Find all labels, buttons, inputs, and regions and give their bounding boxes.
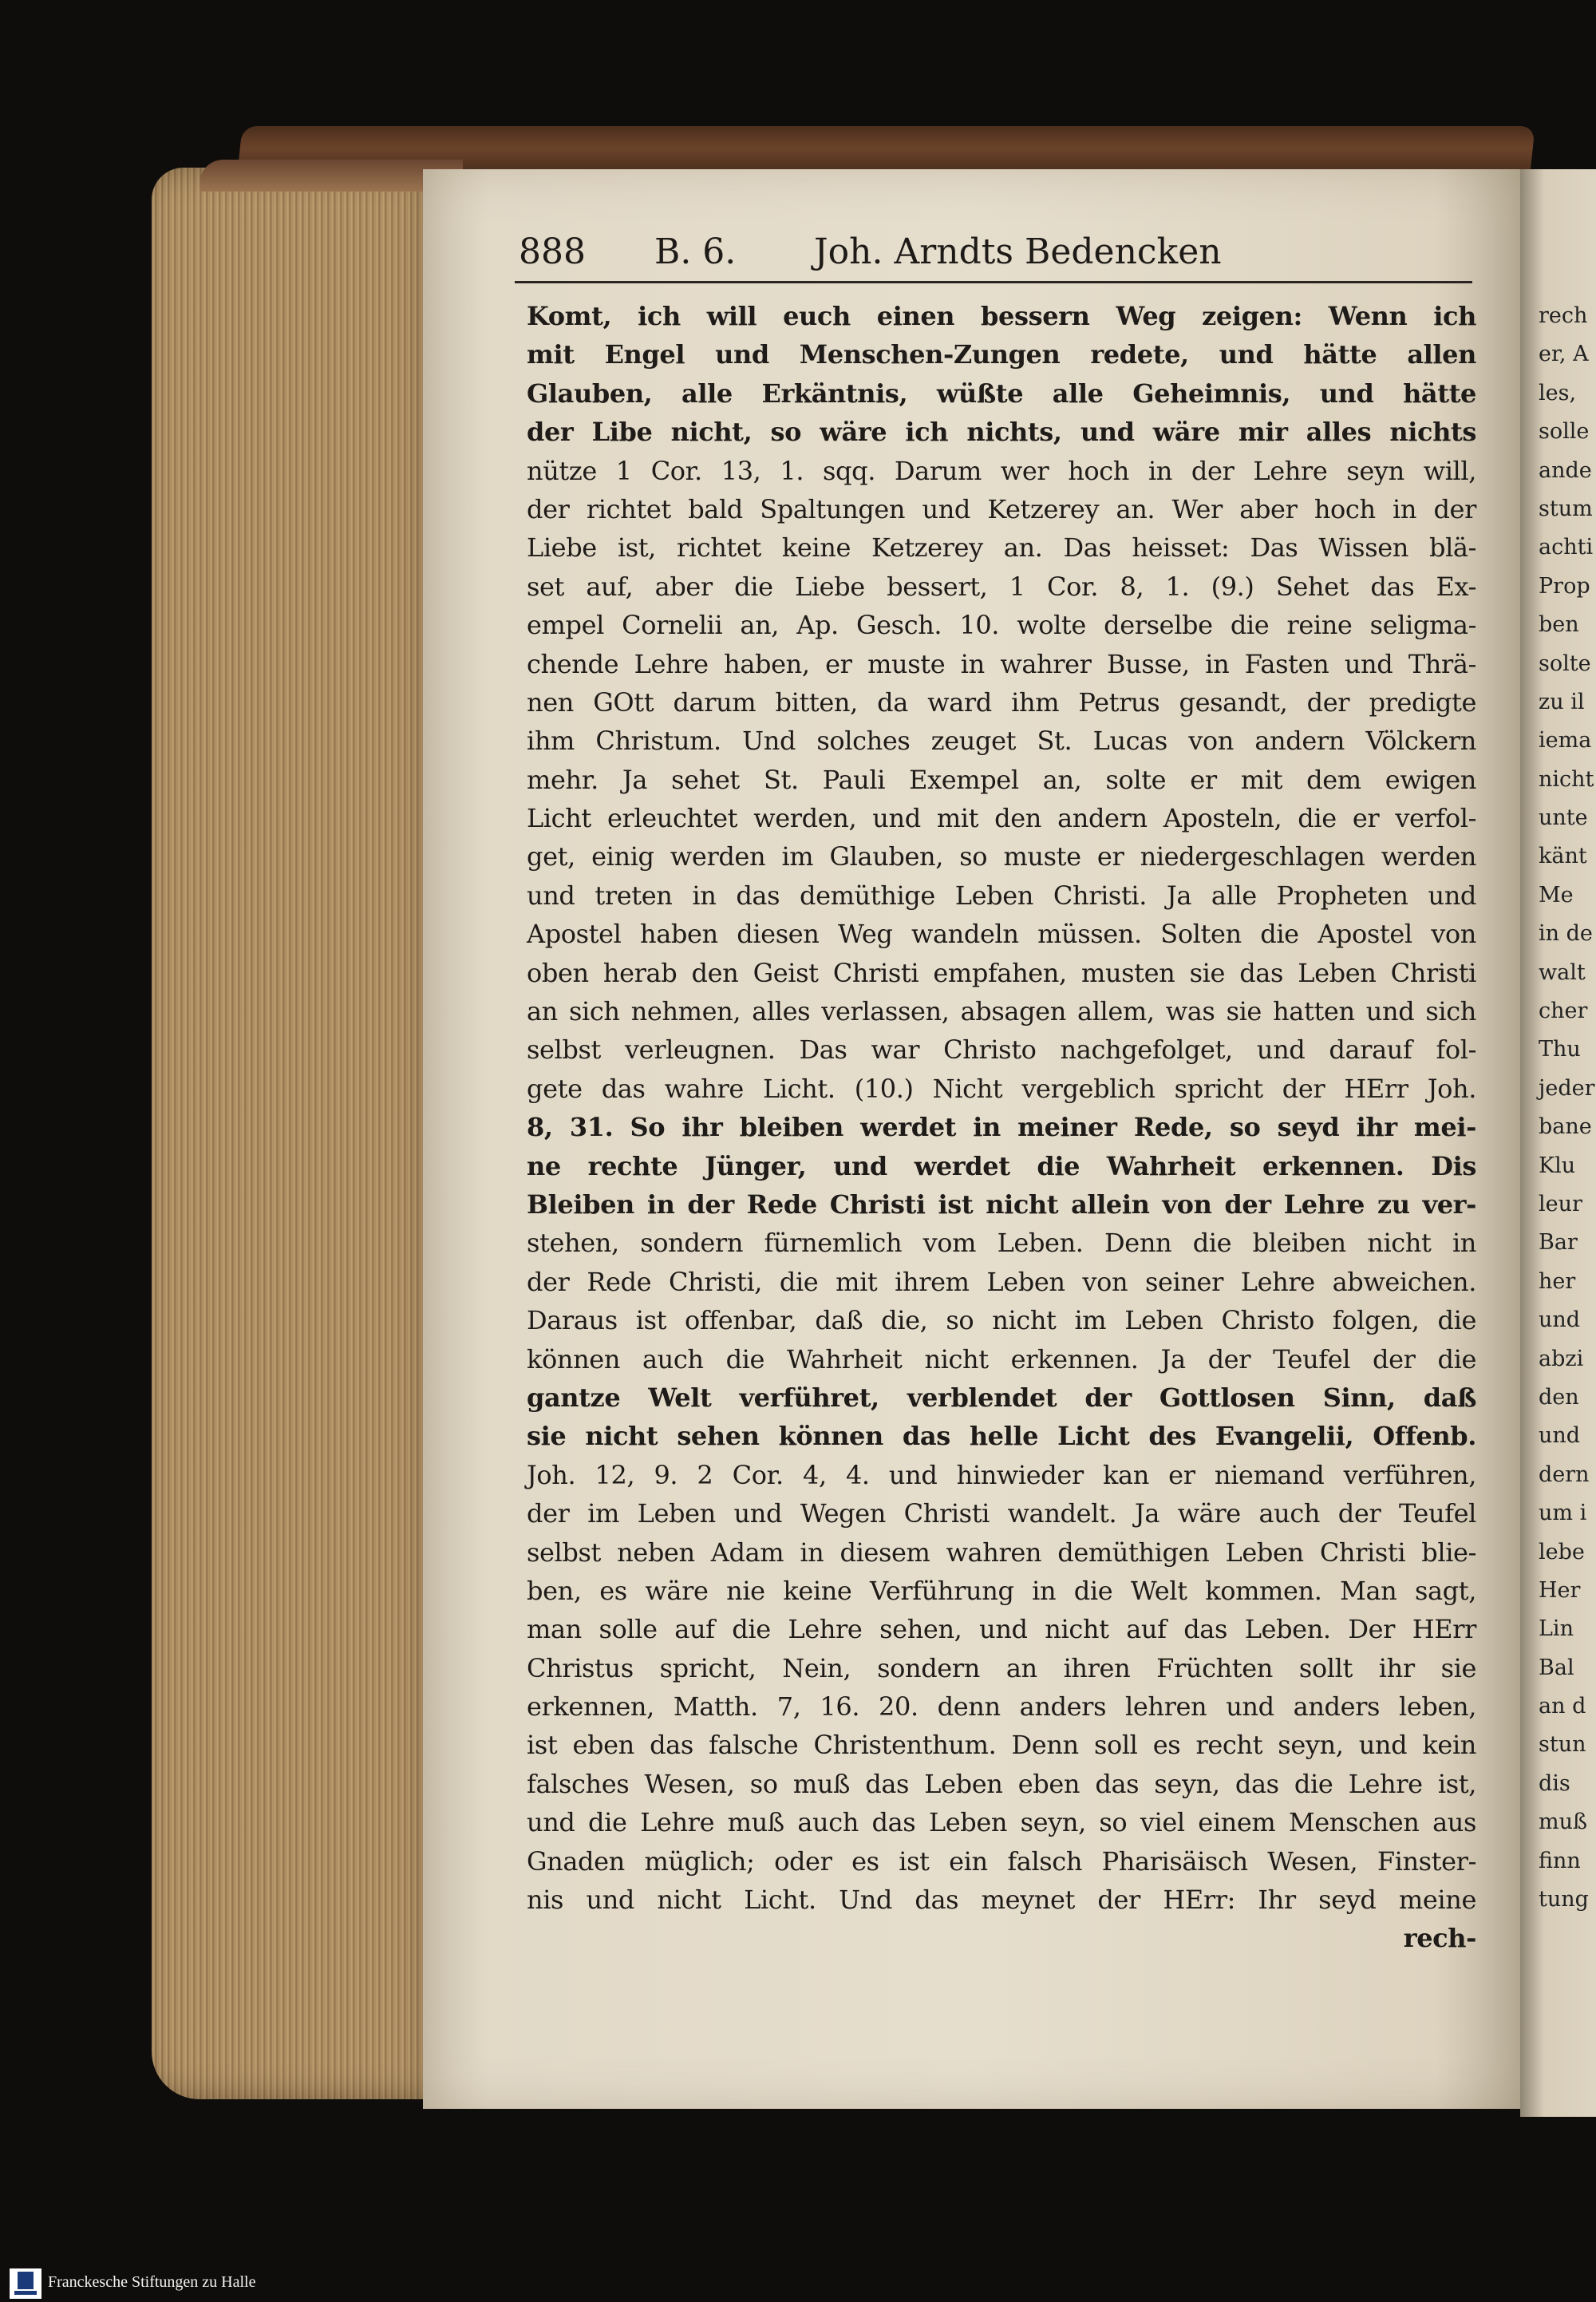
text-line: get, einig werden im Glauben, so muste er niedergeschlagen werden — [527, 841, 1476, 872]
text-line: mehr. Ja sehet St. Pauli Exempel an, solte er mit dem ewigen — [527, 764, 1476, 795]
facing-page-fragment: tung — [1539, 1887, 1589, 1912]
facing-page-fragment: jeder — [1539, 1075, 1595, 1101]
facing-page-fragment: Prop — [1539, 573, 1590, 599]
facing-page-fragment: Bar — [1539, 1230, 1578, 1256]
text-line: Glauben, alle Erkäntnis, wüßte alle Geheimnis, und hätte — [527, 378, 1476, 409]
text-line: selbst verleugnen. Das war Christo nachgefolget, und darauf fol- — [527, 1034, 1476, 1066]
text-line: Licht erleuchtet werden, und mit den andern Aposteln, die er verfol- — [527, 803, 1476, 834]
facing-page-fragment: stum — [1539, 496, 1593, 521]
text-line: 8, 31. So ihr bleiben werdet in meiner Rede, so seyd ihr mei- — [527, 1112, 1476, 1143]
facing-page-text — [1539, 297, 1596, 1919]
text-line: der Rede Christi, die mit ihrem Leben von seiner Lehre abweichen. — [527, 1266, 1476, 1297]
institution-name: Franckesche Stiftungen zu Halle — [48, 2273, 256, 2291]
text-line: Komt, ich will euch einen bessern Weg zeigen: Wenn ich — [527, 301, 1476, 331]
facing-page-fragment: les, — [1539, 380, 1577, 405]
facing-page-fragment: Her — [1539, 1577, 1581, 1603]
text-line: Liebe ist, richtet keine Ketzerey an. Das heisset: Das Wissen blä- — [527, 532, 1476, 564]
facing-page-fragment: rech — [1539, 303, 1588, 328]
text-line: der Libe nicht, so wäre ich nichts, und wäre mir alles nichts — [527, 417, 1476, 448]
text-line: falsches Wesen, so muß das Leben eben das seyn, das die Lehre ist, — [527, 1768, 1476, 1799]
facing-page-fragment: leur — [1539, 1191, 1582, 1216]
facing-page-fragment: her — [1539, 1268, 1576, 1294]
text-line: der richtet bald Spaltungen und Ketzerey an. Wer aber hoch in der — [527, 493, 1476, 524]
page-block-edge — [152, 168, 447, 2099]
text-line: gantze Welt verführet, verblendet der Gottlosen Sinn, daß — [527, 1382, 1476, 1413]
text-line: der im Leben und Wegen Christi wandelt. Ja wäre auch der Teufel — [527, 1498, 1476, 1529]
text-line: chende Lehre haben, er muste in wahrer Busse, in Fasten und Thrä- — [527, 648, 1476, 679]
text-line: man solle auf die Lehre sehen, und nicht auf das Leben. Der HErr — [527, 1614, 1476, 1645]
facing-page-fragment: walt — [1539, 959, 1586, 985]
text-line: oben herab den Geist Christi empfahen, musten sie das Leben Christi — [527, 957, 1476, 988]
text-line: sie nicht sehen können das helle Licht des Evangelii, Offenb. — [527, 1421, 1476, 1452]
text-line: ne rechte Jünger, und werdet die Wahrheit erkennen. Dis — [527, 1150, 1476, 1181]
facing-page-fragment: iema — [1539, 728, 1592, 753]
text-line: mit Engel und Menschen-Zungen redete, und hätte allen — [527, 339, 1476, 370]
facing-page-fragment: stun — [1539, 1732, 1586, 1758]
text-line: Christus spricht, Nein, sondern an ihren Früchten sollt ihr sie — [527, 1652, 1476, 1683]
facing-page-fragment: solle — [1539, 419, 1590, 445]
text-line: ist eben das falsche Christenthum. Denn soll es recht seyn, und kein — [527, 1730, 1476, 1761]
facing-page-fragment: zu il — [1539, 689, 1585, 714]
facing-page-fragment: finn — [1539, 1848, 1581, 1873]
facing-page-fragment: Me — [1539, 882, 1574, 908]
page-number: 888 — [519, 231, 586, 272]
facing-page-fragment: muß — [1539, 1810, 1588, 1835]
text-line: können auch die Wahrheit nicht erkennen. Ja der Teufel der die — [527, 1343, 1476, 1374]
text-line: stehen, sondern fürnemlich vom Leben. Denn die bleiben nicht in — [527, 1228, 1476, 1259]
page-body-text — [527, 297, 1476, 1958]
text-line: nen GOtt darum bitten, da ward ihm Petrus gesandt, der predigte — [527, 686, 1476, 718]
footer-bar — [0, 2265, 1596, 2302]
facing-page-fragment: Lin — [1539, 1616, 1574, 1642]
running-head — [511, 231, 1484, 279]
section-number: B. 6. — [654, 231, 737, 272]
text-line: selbst neben Adam in diesem wahren demüthigen Leben Christi blie- — [527, 1537, 1476, 1568]
text-line: gete das wahre Licht. (10.) Nicht vergeblich spricht der HErr Joh. — [527, 1073, 1476, 1104]
institution-logo-icon — [10, 2268, 41, 2299]
text-line: nis und nicht Licht. Und das meynet der HErr: Ihr seyd meine — [527, 1885, 1476, 1916]
text-line: und treten in das demüthige Leben Christi. Ja alle Propheten und — [527, 880, 1476, 911]
catchword: rech- — [1403, 1923, 1476, 1954]
facing-page-fragment: nicht — [1539, 766, 1594, 792]
facing-page-fragment: ben — [1539, 612, 1579, 638]
facing-page-fragment: er, A — [1539, 342, 1589, 367]
text-line: Bleiben in der Rede Christi ist nicht allein von der Lehre zu ver- — [527, 1189, 1476, 1220]
facing-page-fragment: ande — [1539, 457, 1592, 483]
text-line: nütze 1 Cor. 13, 1. sqq. Darum wer hoch in der Lehre seyn will, — [527, 455, 1476, 486]
text-line: set auf, aber die Liebe bessert, 1 Cor. 8, 1. (9.) Sehet das Ex- — [527, 571, 1476, 602]
text-line: und die Lehre muß auch das Leben seyn, so viel einem Menschen aus — [527, 1807, 1476, 1838]
facing-page-fragment: solte — [1539, 651, 1591, 676]
facing-page-fragment: Klu — [1539, 1153, 1576, 1178]
text-line: ihm Christum. Und solches zeuget St. Lucas von andern Völckern — [527, 726, 1476, 757]
text-line: an sich nehmen, alles verlassen, absagen allem, was sie hatten und sich — [527, 996, 1476, 1027]
facing-page-fragment: cher — [1539, 999, 1588, 1024]
facing-page-fragment: dis — [1539, 1770, 1570, 1796]
facing-page-fragment: Bal — [1539, 1655, 1574, 1680]
facing-page-fragment: in de — [1539, 921, 1593, 947]
facing-page-fragment: und — [1539, 1423, 1581, 1449]
facing-page-fragment: unte — [1539, 805, 1588, 831]
facing-page-fragment: känt — [1539, 844, 1587, 869]
facing-page-fragment: und — [1539, 1307, 1581, 1333]
text-line: empel Cornelii an, Ap. Gesch. 10. wolte derselbe die reine seligma- — [527, 610, 1476, 641]
facing-page-fragment: abzi — [1539, 1346, 1584, 1371]
facing-page-fragment: lebe — [1539, 1539, 1585, 1564]
running-title: Joh. Arndts Bedencken — [814, 231, 1222, 272]
text-line: Gnaden müglich; oder es ist ein falsch Pharisäisch Wesen, Finster- — [527, 1845, 1476, 1877]
facing-page-fragment: achti — [1539, 535, 1594, 560]
text-line: erkennen, Matth. 7, 16. 20. denn anders lehren und anders leben, — [527, 1691, 1476, 1723]
facing-page-fragment: bane — [1539, 1114, 1592, 1140]
head-rule — [515, 281, 1472, 283]
facing-page-fragment: den — [1539, 1384, 1579, 1410]
text-line: Daraus ist offenbar, daß die, so nicht im Leben Christo folgen, die — [527, 1305, 1476, 1336]
facing-page-fragment: an d — [1539, 1694, 1586, 1719]
facing-page-fragment: um i — [1539, 1501, 1587, 1526]
facing-page-fragment: dern — [1539, 1461, 1590, 1487]
text-line: Apostel haben diesen Weg wandeln müssen. Solten die Apostel von — [527, 919, 1476, 950]
text-line: ben, es wäre nie keine Verführung in die Welt kommen. Man sagt, — [527, 1575, 1476, 1606]
text-line: Joh. 12, 9. 2 Cor. 4, 4. und hinwieder kan er niemand verführen, — [527, 1459, 1476, 1490]
facing-page-fragment: Thu — [1539, 1037, 1581, 1062]
